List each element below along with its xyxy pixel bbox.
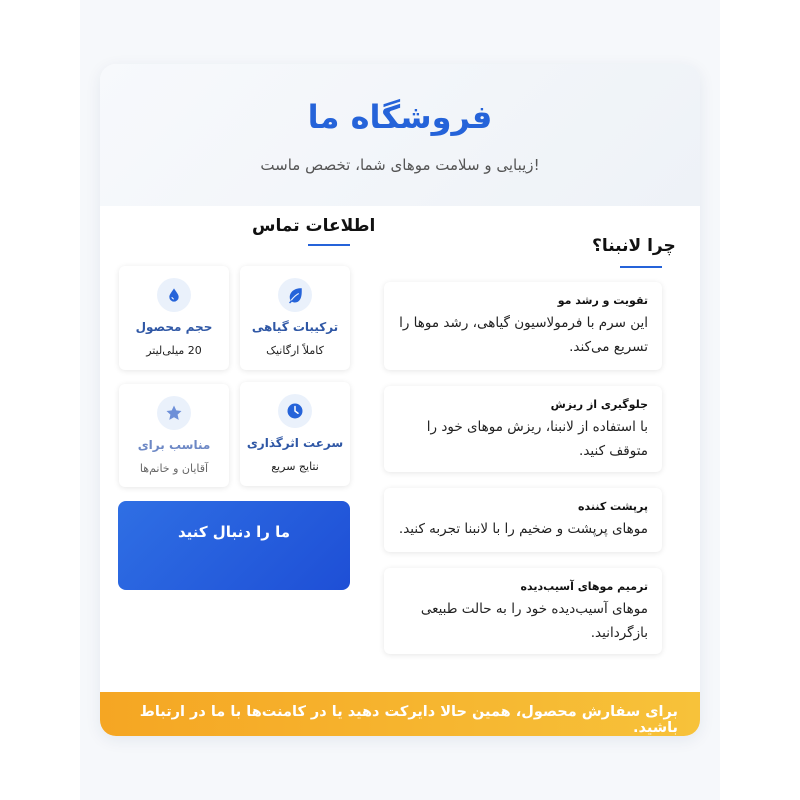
- page-subtitle: زیبایی و سلامت موهای شما، تخصص ماست!: [260, 156, 540, 174]
- drop-icon: [157, 278, 191, 312]
- feature-title: جلوگیری از ریزش: [550, 398, 648, 411]
- feature-description: موهای پرپشت و ضخیم را با لانبنا تجربه کنید.: [398, 521, 648, 537]
- info-card-speed: [240, 382, 350, 486]
- feature-card: [384, 568, 662, 654]
- info-value: کاملاً ارگانیک: [266, 344, 324, 357]
- feature-card: [384, 282, 662, 370]
- feature-description: این سرم با فرمولاسیون گیاهی، رشد موها را تسریع می‌کند.: [399, 315, 648, 355]
- page-title: فروشگاه ما: [307, 98, 493, 136]
- contact-section-underline: [308, 244, 350, 246]
- info-label: حجم محصول: [135, 320, 213, 334]
- why-section-title: چرا لانبنا؟: [592, 236, 676, 256]
- info-value: آقایان و خانم‌ها: [139, 462, 209, 475]
- info-card-volume: [119, 266, 229, 370]
- follow-us-button[interactable]: ما را دنبال کنید: [118, 501, 350, 590]
- star-icon: [157, 396, 191, 430]
- info-label: ترکیبات گیاهی: [251, 320, 339, 334]
- info-card-herbal: [240, 266, 350, 370]
- feature-title: پرپشت کننده: [578, 500, 648, 513]
- feature-title: ترمیم موهای آسیب‌دیده: [520, 580, 648, 593]
- feature-title: تقویت و رشد مو: [557, 294, 648, 307]
- order-banner: برای سفارش محصول، همین حالا دایرکت دهید یا در کامنت‌ها با ما در ارتباط باشید.: [100, 692, 700, 736]
- why-section-underline: [620, 266, 662, 268]
- leaf-icon: [278, 278, 312, 312]
- store-card: [100, 64, 700, 736]
- info-value: نتایج سریع: [271, 460, 319, 473]
- clock-icon: [278, 394, 312, 428]
- feature-card: [384, 488, 662, 552]
- info-value: 20 میلی‌لیتر: [146, 344, 202, 357]
- feature-description: با استفاده از لانبنا، ریزش موهای خود را متوقف کنید.: [426, 419, 648, 459]
- feature-card: [384, 386, 662, 472]
- info-label: مناسب برای: [137, 438, 211, 452]
- info-label: سرعت اثرگذاری: [246, 436, 344, 450]
- contact-section-title: اطلاعات تماس: [252, 216, 376, 236]
- hero-header: [100, 64, 700, 206]
- feature-description: موهای آسیب‌دیده خود را به حالت طبیعی بازگردانید.: [420, 601, 648, 641]
- info-card-suitable: [119, 384, 229, 487]
